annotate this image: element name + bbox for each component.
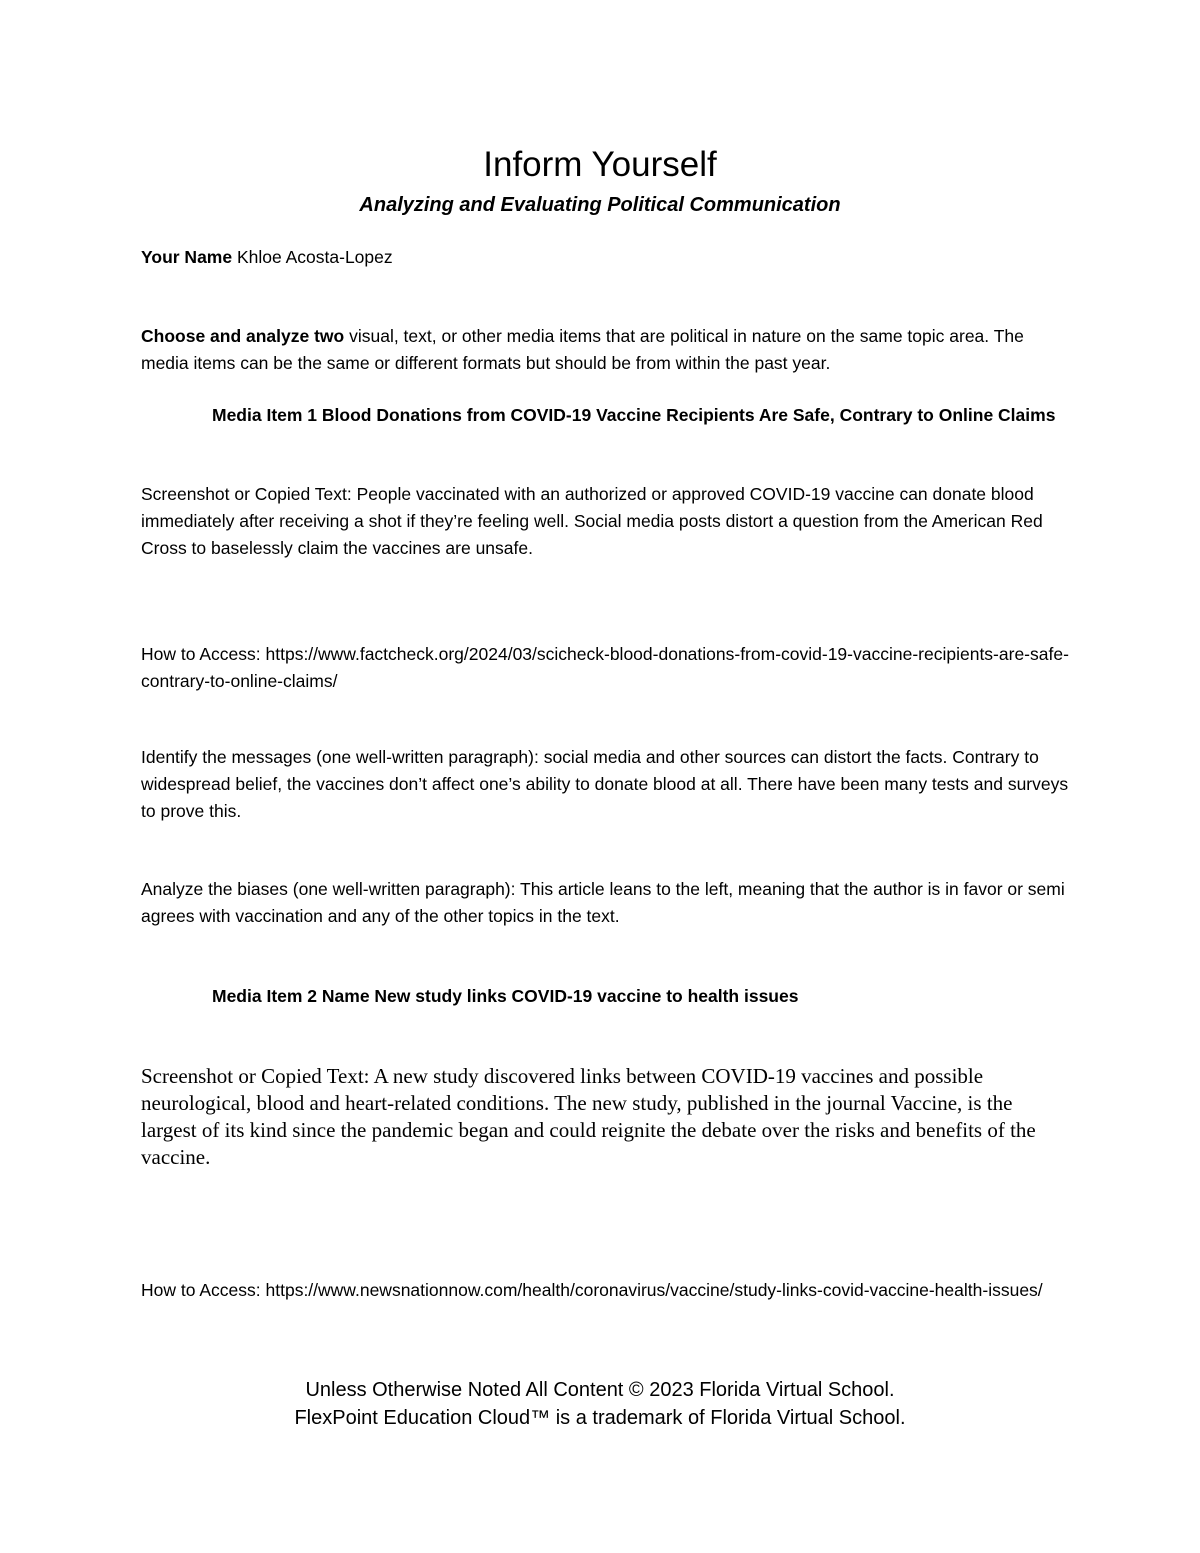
footer <box>0 1376 1200 1432</box>
media-item-1-text: Screenshot or Copied Text: People vaccinated with an authorized or approved COVID-19 vaccine can donate blood immediately after receiving a shot if they’re feeling well. Social media posts distort a question from the American Red Cross to baselessly claim the vaccines are unsafe. <box>141 484 1043 558</box>
name-line <box>141 244 1071 271</box>
instructions-paragraph <box>141 323 1071 377</box>
media-item-1-heading: Media Item 1 Blood Donations from COVID-19 Vaccine Recipients Are Safe, Contrary to Online Claims <box>212 405 1056 425</box>
footer-copyright: Unless Otherwise Noted All Content © 2023 Florida Virtual School. <box>305 1379 895 1401</box>
media-item-2-link[interactable]: https://www.newsnationnow.com/health/coronavirus/vaccine/study-links-covid-vaccine-health-issues/ <box>265 1280 1043 1300</box>
media-item-2-access <box>141 1277 1071 1304</box>
instructions-bold: Choose and analyze two <box>141 326 345 346</box>
media-item-2-heading: Media Item 2 Name New study links COVID-19 vaccine to health issues <box>212 986 799 1006</box>
document-subtitle: Analyzing and Evaluating Political Communication <box>359 194 841 216</box>
document-title: Inform Yourself <box>483 145 717 184</box>
name-label: Your Name <box>141 247 233 267</box>
name-value: Khloe Acosta-Lopez <box>236 247 393 267</box>
media-item-1-messages: Identify the messages (one well-written paragraph): social media and other sources can distort the facts. Contrary to widespread belief, the vaccines don’t affect one’s ability to donate blood at all. There have been many tests and surveys to prove this. <box>141 747 1069 821</box>
footer-trademark: FlexPoint Education Cloud™ is a trademark of Florida Virtual School. <box>294 1407 906 1429</box>
media-item-1-biases: Analyze the biases (one well-written paragraph): This article leans to the left, meaning that the author is in favor or semi agrees with vaccination and any of the other topics in the text. <box>141 879 1065 926</box>
access-label: How to Access: <box>141 1280 266 1300</box>
media-item-2-text: Screenshot or Copied Text: A new study discovered links between COVID-19 vaccines and possible neurological, blood and heart-related conditions. The new study, published in the journal Vaccine, is the largest of its kind since the pandemic began and could reignite the debate over the risks and benefits of the vaccine. <box>141 1064 1036 1169</box>
access-label: How to Access: <box>141 644 266 664</box>
media-item-1-link[interactable]: https://www.factcheck.org/2024/03/scicheck-blood-donations-from-covid-19-vaccine-recipients-are-safe-contrary-to-online-claims/ <box>141 644 1069 691</box>
instructions-text: visual, text, or other media items that are political in nature on the same topic area. The media items can be the same or different formats but should be from within the past year. <box>141 326 1024 373</box>
media-item-1-access <box>141 641 1071 695</box>
